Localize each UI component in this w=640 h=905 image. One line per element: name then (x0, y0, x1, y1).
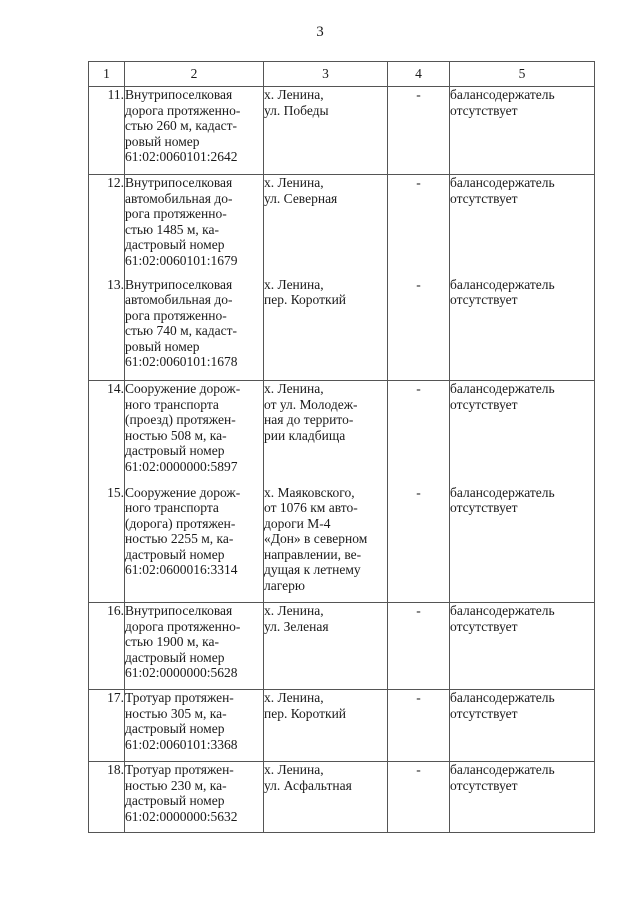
balance-holder: балансодержатель отсутствует (450, 175, 595, 277)
table-row (89, 87, 595, 175)
header-col-3: 3 (264, 62, 388, 87)
table-row (89, 381, 595, 485)
balance-holder: балансодержатель отсутствует (450, 762, 595, 833)
object-name: Внутрипоселковая дорога протяженно- стью 1900 м, ка- дастровый номер 61:02:0000000:5628 (125, 603, 264, 690)
col4-value: - (388, 762, 450, 833)
object-address: х. Ленина, от ул. Молодеж- ная до террито- рии кладбища (264, 381, 388, 485)
balance-holder: балансодержатель отсутствует (450, 690, 595, 762)
table-row (89, 175, 595, 277)
object-name: Внутрипоселковая автомобильная до- рога протяженно- стью 1485 м, ка- дастровый номер 61:02:0060101:1679 (125, 175, 264, 277)
balance-holder: балансодержатель отсутствует (450, 277, 595, 381)
col4-value: - (388, 277, 450, 381)
row-number: 13. (89, 277, 125, 381)
header-col-1: 1 (89, 62, 125, 87)
object-address: х. Ленина, ул. Победы (264, 87, 388, 175)
col4-value: - (388, 381, 450, 485)
balance-holder: балансодержатель отсутствует (450, 381, 595, 485)
balance-holder: балансодержатель отсутствует (450, 603, 595, 690)
row-number: 12. (89, 175, 125, 277)
object-name: Тротуар протяжен- ностью 305 м, ка- дастровый номер 61:02:0060101:3368 (125, 690, 264, 762)
balance-holder: балансодержатель отсутствует (450, 87, 595, 175)
table-row (89, 690, 595, 762)
object-address: х. Маяковского, от 1076 км авто- дороги М-4 «Дон» в северном направлении, ве- дущая к летнему лагерю (264, 485, 388, 603)
object-address: х. Ленина, ул. Северная (264, 175, 388, 277)
object-address: х. Ленина, пер. Короткий (264, 277, 388, 381)
header-col-5: 5 (450, 62, 595, 87)
row-number: 15. (89, 485, 125, 603)
balance-holder: балансодержатель отсутствует (450, 485, 595, 603)
col4-value: - (388, 175, 450, 277)
col4-value: - (388, 87, 450, 175)
row-number: 11. (89, 87, 125, 175)
table-header (89, 62, 595, 87)
header-row (89, 62, 595, 87)
col4-value: - (388, 603, 450, 690)
object-address: х. Ленина, ул. Зеленая (264, 603, 388, 690)
object-address: х. Ленина, ул. Асфальтная (264, 762, 388, 833)
header-col-2: 2 (125, 62, 264, 87)
col4-value: - (388, 485, 450, 603)
object-name: Сооружение дорож- ного транспорта (проезд) протяжен- ностью 508 м, ка- дастровый номер 61:02:0000000:5897 (125, 381, 264, 485)
table-body (89, 87, 595, 833)
row-number: 17. (89, 690, 125, 762)
object-name: Сооружение дорож- ного транспорта (дорога) протяжен- ностью 2255 м, ка- дастровый номер 61:02:0600016:3314 (125, 485, 264, 603)
table-row (89, 277, 595, 381)
property-registry-table (88, 61, 595, 833)
row-number: 14. (89, 381, 125, 485)
table-row (89, 485, 595, 603)
object-name: Внутрипоселковая дорога протяженно- стью 260 м, кадаст- ровый номер 61:02:0060101:2642 (125, 87, 264, 175)
object-name: Внутрипоселковая автомобильная до- рога протяженно- стью 740 м, кадаст- ровый номер 61:02:0060101:1678 (125, 277, 264, 381)
header-col-4: 4 (388, 62, 450, 87)
page-number: 3 (316, 24, 324, 40)
row-number: 18. (89, 762, 125, 833)
table-row (89, 603, 595, 690)
table-row (89, 762, 595, 833)
object-name: Тротуар протяжен- ностью 230 м, ка- дастровый номер 61:02:0000000:5632 (125, 762, 264, 833)
object-address: х. Ленина, пер. Короткий (264, 690, 388, 762)
row-number: 16. (89, 603, 125, 690)
col4-value: - (388, 690, 450, 762)
